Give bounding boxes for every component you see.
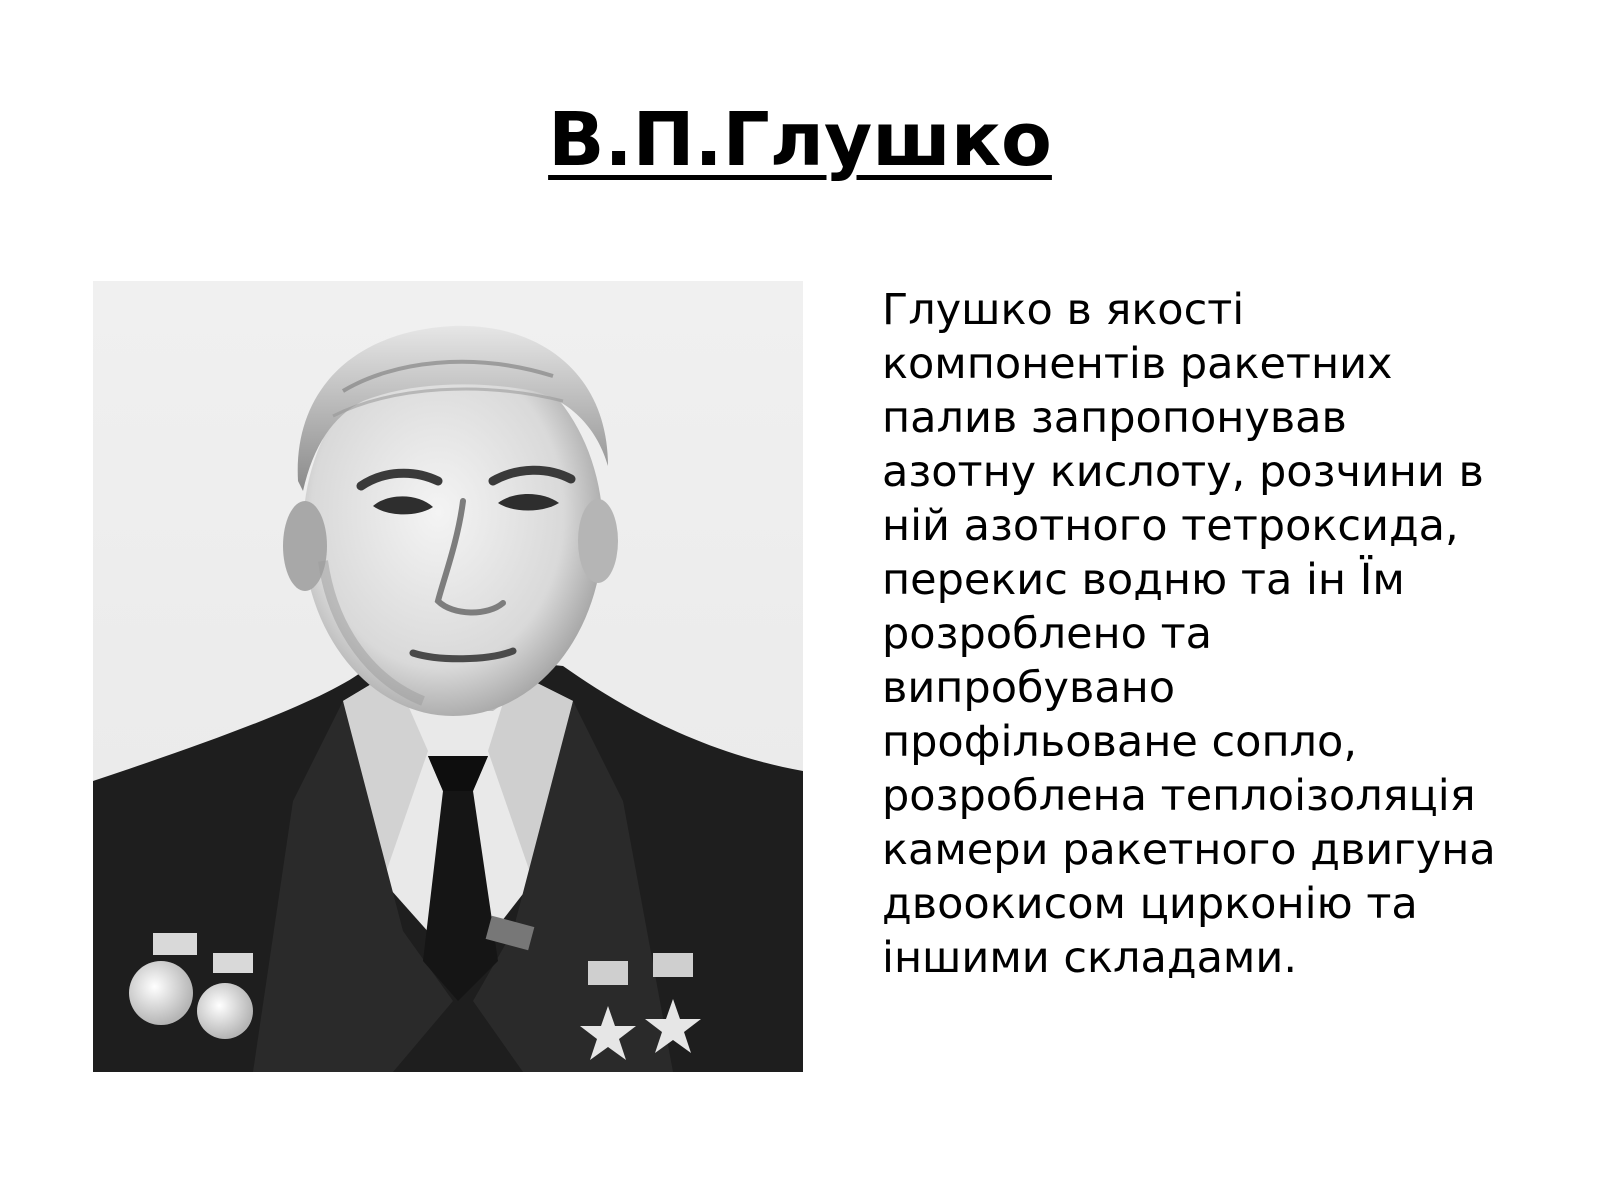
slide-title (0, 97, 1600, 183)
portrait-image (93, 281, 803, 1072)
slide-title-text: В.П.Глушко (548, 97, 1052, 183)
slide-body-text: Глушко в якості компонентів ракетних палив запропонував азотну кислоту, розчини в ній азотного тетроксида, перекис водню та ін Їм розроблено та випробувано профільоване сопло, розроблена теплоізоляція камери ракетного двигуна двоокисом цирконію та іншими складами. (882, 285, 1496, 983)
portrait-photo (93, 281, 803, 1072)
